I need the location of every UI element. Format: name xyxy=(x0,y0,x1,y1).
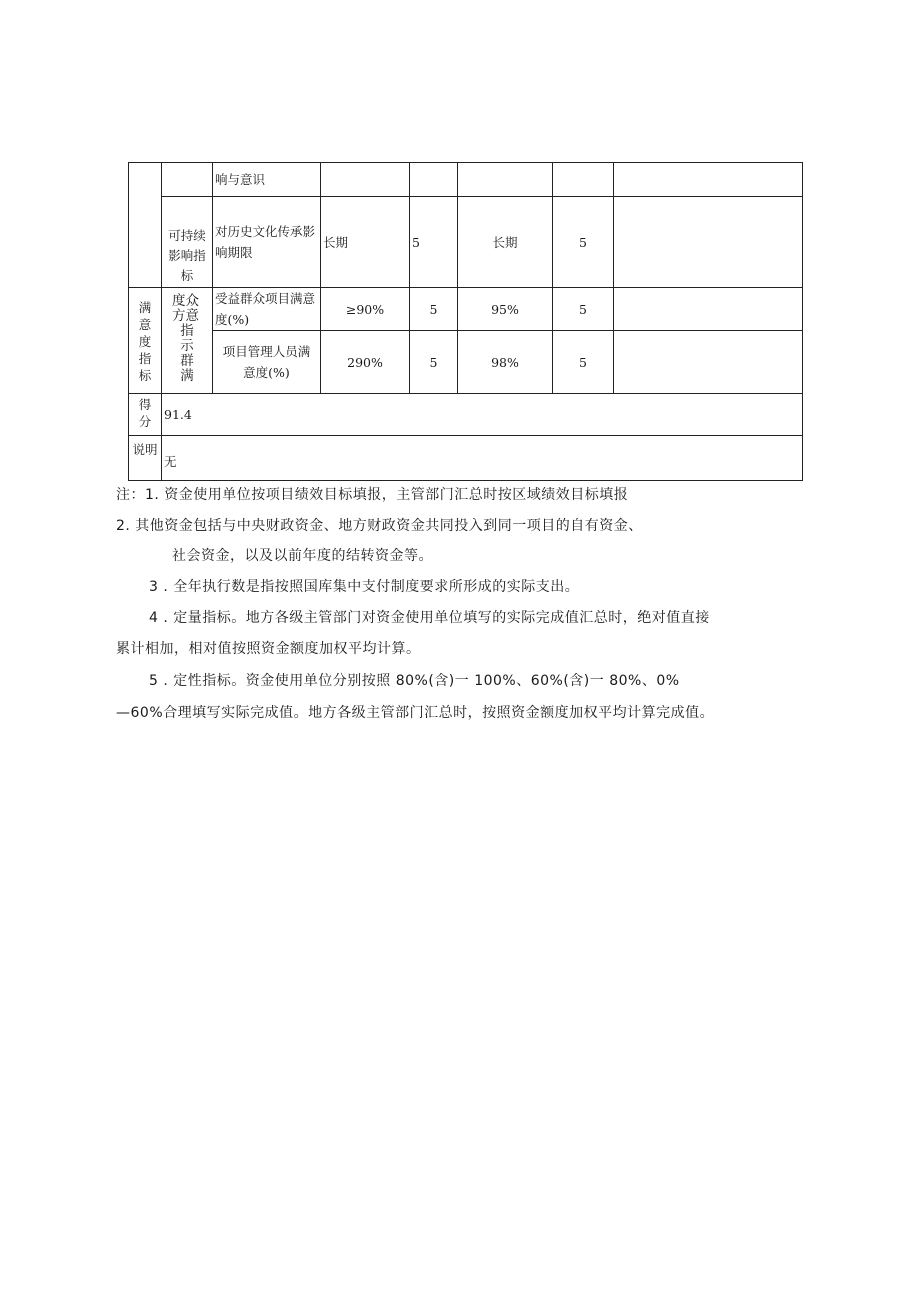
note-line: 5 . 定性指标。资金使用单位分别按照 80%(含)一 100%、60%(含)一 80%、0% xyxy=(149,673,680,689)
cell-remark-value: 无 xyxy=(162,436,803,481)
cell-score: 5 xyxy=(553,331,614,394)
table-row xyxy=(129,436,803,481)
cell-weight: 5 xyxy=(410,288,458,331)
note-line: 2. 其他资金包括与中央财政资金、地方财政资金共同投入到同一项目的自有资金、 xyxy=(116,518,643,534)
cell-actual: 95% xyxy=(458,288,553,331)
cell-level2-empty xyxy=(162,163,213,197)
cell-note xyxy=(614,197,803,288)
note-line: 社会资金，以及以前年度的结转资金等。 xyxy=(172,548,433,564)
table-row xyxy=(129,331,803,394)
cell-satisfaction-sub: 度众方意 指示群满 xyxy=(162,288,213,394)
cell-target: 长期 xyxy=(321,197,410,288)
note-line: 累计相加，相对值按照资金额度加权平均计算。 xyxy=(116,641,421,657)
note-line: 3 . 全年执行数是指按照国库集中支付制度要求所形成的实际支出。 xyxy=(149,579,580,595)
cell-score: 5 xyxy=(553,288,614,331)
performance-table xyxy=(128,162,803,481)
table-row xyxy=(129,394,803,436)
note-line: 注：1. 资金使用单位按项目绩效目标填报，主管部门汇总时按区域绩效目标填报 xyxy=(116,487,629,503)
cell-satisfaction-label: 满意度指标 xyxy=(129,288,162,394)
cell-weight: 5 xyxy=(410,197,458,288)
note-line: —60%合理填写实际完成值。地方各级主管部门汇总时，按照资金额度加权平均计算完成值。 xyxy=(116,705,715,721)
cell-score-value: 91.4 xyxy=(162,394,803,436)
cell-level1-empty xyxy=(129,163,162,288)
cell-remark-label: 说明 xyxy=(129,436,162,481)
cell-target: ≥90% xyxy=(321,288,410,331)
cell-target: 290% xyxy=(321,331,410,394)
cell-indicator: 项目管理人员满意度(%) xyxy=(213,331,321,394)
cell-indicator: 受益群众项目满意度(%) xyxy=(213,288,321,331)
table-row xyxy=(129,197,803,288)
cell-indicator: 对历史文化传承影响期限 xyxy=(213,197,321,288)
cell-actual: 98% xyxy=(458,331,553,394)
cell-actual: 长期 xyxy=(458,197,553,288)
table-row xyxy=(129,288,803,331)
cell-score: 5 xyxy=(553,197,614,288)
note-line: 4 . 定量指标。地方各级主管部门对资金使用单位填写的实际完成值汇总时，绝对值直接 xyxy=(149,610,710,626)
cell-sub-indicator: 可持续影响指标 xyxy=(162,197,213,288)
table-row xyxy=(129,163,803,197)
cell-score-label: 得分 xyxy=(129,394,162,436)
cell-weight: 5 xyxy=(410,331,458,394)
cell-indicator: 响与意识 xyxy=(213,163,321,197)
